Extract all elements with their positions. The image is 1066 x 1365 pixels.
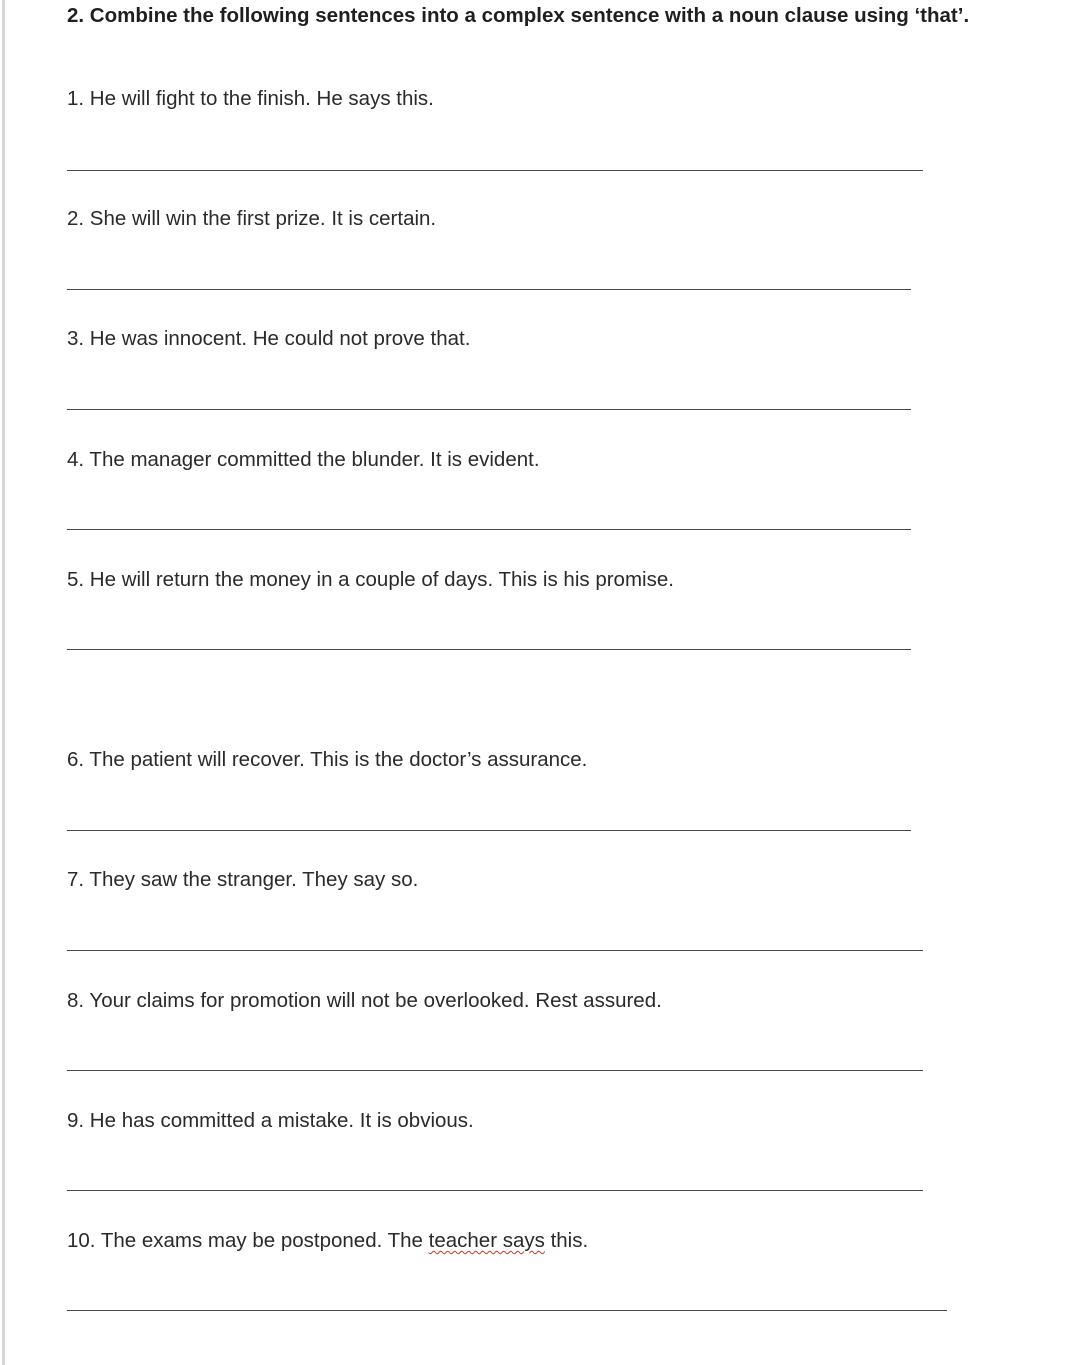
question-2: 2. She will win the first prize. It is certain.: [67, 207, 437, 230]
question-5: 5. He will return the money in a couple of days. This is his promise.: [67, 568, 674, 591]
question-10-text-end: this.: [544, 1229, 589, 1252]
page-left-border: [2, 0, 5, 1365]
exercise-heading: 2. Combine the following sentences into a complex sentence with a noun clause using ‘that’.: [67, 4, 970, 27]
answer-line-3: [67, 409, 911, 410]
question-9: 9. He has committed a mistake. It is obvious.: [67, 1109, 474, 1132]
answer-line-2: [67, 289, 911, 290]
question-6: 6. The patient will recover. This is the doctor’s assurance.: [67, 748, 588, 771]
answer-line-1: [67, 170, 923, 171]
question-7: 7. They saw the stranger. They say so.: [67, 868, 419, 891]
question-4: 4. The manager committed the blunder. It is evident.: [67, 448, 540, 471]
question-3: 3. He was innocent. He could not prove that.: [67, 327, 471, 350]
answer-line-10: [67, 1310, 947, 1311]
answer-line-7: [67, 950, 923, 951]
question-10: [67, 1229, 588, 1253]
question-1: 1. He will fight to the finish. He says this.: [67, 87, 434, 110]
answer-line-8: [67, 1070, 923, 1071]
answer-line-6: [67, 830, 911, 831]
spellcheck-flagged-text[interactable]: teacher says: [428, 1229, 545, 1252]
answer-line-9: [67, 1190, 923, 1191]
answer-line-5: [67, 649, 911, 650]
answer-line-4: [67, 529, 911, 530]
question-8: 8. Your claims for promotion will not be overlooked. Rest assured.: [67, 989, 662, 1012]
question-10-text-start: 10. The exams may be postponed. The: [67, 1229, 429, 1252]
